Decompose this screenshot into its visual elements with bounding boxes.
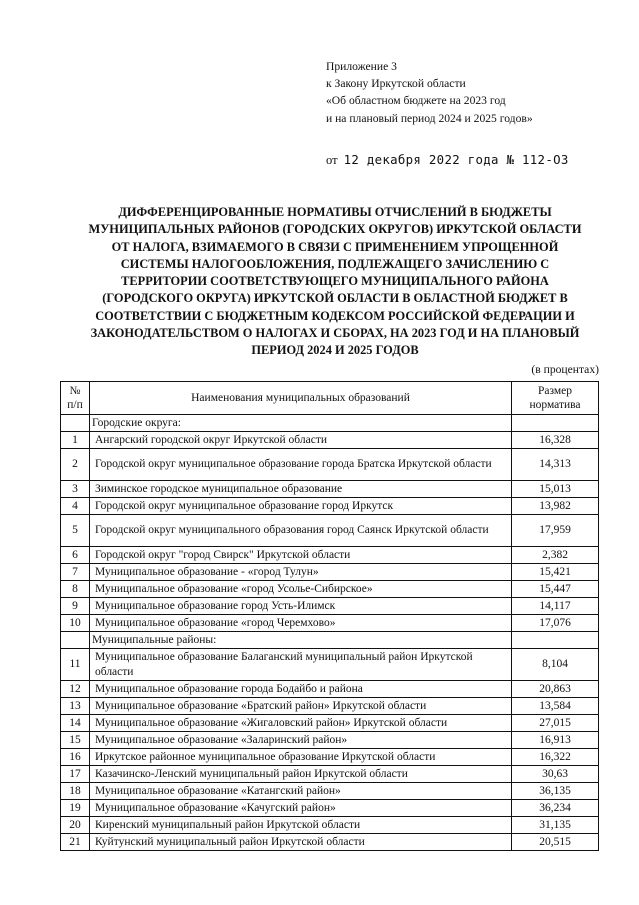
title-line: ДИФФЕРЕНЦИРОВАННЫЕ НОРМАТИВЫ ОТЧИСЛЕНИЙ В БЮДЖЕТЫ — [118, 205, 552, 219]
table-row — [61, 598, 599, 615]
document-title — [70, 204, 600, 360]
row-number: 17 — [61, 766, 90, 783]
order-date-number: 12 декабря 2022 года № 112-ОЗ — [343, 152, 569, 167]
municipality-name: Ангарский городской округ Иркутской области — [90, 432, 512, 449]
norm-value: 8,104 — [512, 649, 599, 681]
table-row — [61, 800, 599, 817]
row-number: 12 — [61, 681, 90, 698]
municipality-name: Иркутское районное муниципальное образование Иркутской области — [90, 749, 512, 766]
table-row — [61, 564, 599, 581]
norm-value: 36,234 — [512, 800, 599, 817]
appendix-header — [326, 58, 533, 127]
row-number: 18 — [61, 783, 90, 800]
header-number — [61, 382, 90, 415]
municipality-name: Киренский муниципальный район Иркутской области — [90, 817, 512, 834]
units-note: (в процентах) — [531, 363, 599, 376]
appendix-line: «Об областном бюджете на 2023 год — [326, 94, 506, 108]
title-line: СООТВЕТСТВИИ С БЮДЖЕТНЫМ КОДЕКСОМ РОССИЙСКОЙ ФЕДЕРАЦИИ И — [95, 308, 575, 323]
table-row — [61, 581, 599, 598]
table-row — [61, 481, 599, 498]
norm-value: 31,135 — [512, 817, 599, 834]
norm-value: 20,863 — [512, 681, 599, 698]
norm-value: 20,515 — [512, 834, 599, 851]
row-number: 7 — [61, 564, 90, 581]
appendix-line: Приложение 3 — [326, 60, 397, 73]
row-number: 16 — [61, 749, 90, 766]
municipality-name: Зиминское городское муниципальное образование — [90, 481, 512, 498]
table-header-row — [61, 382, 599, 415]
header-number-line1: № — [69, 385, 81, 397]
law-date-number — [326, 152, 569, 168]
row-number: 2 — [61, 449, 90, 481]
norm-value: 2,382 — [512, 547, 599, 564]
row-number: 21 — [61, 834, 90, 851]
municipality-name: Муниципальное образование «Братский район» Иркутской области — [90, 698, 512, 715]
row-number: 9 — [61, 598, 90, 615]
norm-value: 15,447 — [512, 581, 599, 598]
norm-value: 16,322 — [512, 749, 599, 766]
norm-value: 30,63 — [512, 766, 599, 783]
municipality-name: Муниципальное образование «Заларинский район» — [90, 732, 512, 749]
section-label: Муниципальные районы: — [90, 632, 512, 649]
table-row — [61, 515, 599, 547]
norm-value: 16,913 — [512, 732, 599, 749]
municipality-name: Муниципальное образование Балаганский муниципальный район Иркутской области — [90, 649, 512, 681]
table-row — [61, 834, 599, 851]
appendix-line: и на плановый период 2024 и 2025 годов» — [326, 111, 533, 125]
row-number: 8 — [61, 581, 90, 598]
table-row — [61, 449, 599, 481]
table-row — [61, 649, 599, 681]
section-label: Городские округа: — [90, 415, 512, 432]
norm-value: 15,013 — [512, 481, 599, 498]
municipality-name: Городской округ муниципальное образование города Братска Иркутской области — [90, 449, 512, 481]
table-row — [61, 432, 599, 449]
table-row — [61, 715, 599, 732]
norm-value: 15,421 — [512, 564, 599, 581]
header-name: Наименования муниципальных образований — [90, 382, 512, 415]
norm-value: 27,015 — [512, 715, 599, 732]
municipality-name: Городской округ муниципальное образование город Иркутск — [90, 498, 512, 515]
row-number: 20 — [61, 817, 90, 834]
title-line: (ГОРОДСКОГО ОКРУГА) ИРКУТСКОЙ ОБЛАСТИ В ОБЛАСТНОЙ БЮДЖЕТ В — [102, 291, 568, 306]
title-line: ТЕРРИТОРИИ СООТВЕТСТВУЮЩЕГО МУНИЦИПАЛЬНОГО РАЙОНА — [121, 274, 549, 289]
row-number: 5 — [61, 515, 90, 547]
row-number: 6 — [61, 547, 90, 564]
municipality-name: Городской округ "город Свирск" Иркутской области — [90, 547, 512, 564]
table-row — [61, 498, 599, 515]
norm-value: 14,117 — [512, 598, 599, 615]
table-row — [61, 783, 599, 800]
municipality-name: Муниципальное образование «Катангский район» — [90, 783, 512, 800]
norm-value: 14,313 — [512, 449, 599, 481]
table-row — [61, 681, 599, 698]
title-line: СИСТЕМЫ НАЛОГООБЛОЖЕНИЯ, ПОДЛЕЖАЩЕГО ЗАЧИСЛЕНИЮ С — [120, 256, 550, 271]
title-line: ЗАКОНОДАТЕЛЬСТВОМ О НАЛОГАХ И СБОРАХ, НА 2023 ГОД И НА ПЛАНОВЫЙ — [90, 326, 580, 341]
title-line: ОТ НАЛОГА, ВЗИМАЕМОГО В СВЯЗИ С ПРИМЕНЕНИЕМ УПРОЩЕННОЙ — [111, 239, 559, 254]
row-number: 3 — [61, 481, 90, 498]
appendix-line: к Закону Иркутской области — [326, 77, 466, 91]
table-row — [61, 547, 599, 564]
municipality-name: Муниципальное образование «Качугский район» — [90, 800, 512, 817]
header-value-line1: Размер — [537, 385, 572, 397]
order-prefix: от — [326, 153, 338, 167]
row-number: 1 — [61, 432, 90, 449]
table-row — [61, 732, 599, 749]
municipality-name: Куйтунский муниципальный район Иркутской области — [90, 834, 512, 851]
norms-table — [60, 381, 599, 851]
section-row — [61, 415, 599, 432]
municipality-name: Казачинско-Ленский муниципальный район Иркутской области — [90, 766, 512, 783]
section-row — [61, 632, 599, 649]
norm-value: 13,584 — [512, 698, 599, 715]
norm-value: 16,328 — [512, 432, 599, 449]
row-number: 19 — [61, 800, 90, 817]
table-row — [61, 698, 599, 715]
municipal-districts-group — [61, 632, 599, 851]
city-districts-group — [61, 415, 599, 632]
header-value-line2: норматива — [529, 399, 581, 411]
table-row — [61, 749, 599, 766]
table-row — [61, 817, 599, 834]
title-line: МУНИЦИПАЛЬНЫХ РАЙОНОВ (ГОРОДСКИХ ОКРУГОВ) ИРКУТСКОЙ ОБЛАСТИ — [88, 222, 582, 237]
title-line: ПЕРИОД 2024 И 2025 ГОДОВ — [251, 343, 419, 358]
row-number: 10 — [61, 615, 90, 632]
municipality-name: Муниципальное образование «Жигаловский район» Иркутской области — [90, 715, 512, 732]
municipality-name: Муниципальное образование «город Черемхово» — [90, 615, 512, 632]
municipality-name: Муниципальное образование - «город Тулун» — [90, 564, 512, 581]
row-number: 13 — [61, 698, 90, 715]
header-number-line2: п/п — [67, 399, 83, 411]
row-number: 15 — [61, 732, 90, 749]
norm-value: 17,959 — [512, 515, 599, 547]
municipality-name: Муниципальное образование «город Усолье-Сибирское» — [90, 581, 512, 598]
municipality-name: Муниципальное образование города Бодайбо и района — [90, 681, 512, 698]
municipality-name: Городской округ муниципального образования город Саянск Иркутской области — [90, 515, 512, 547]
row-number: 11 — [61, 649, 90, 681]
norm-value: 13,982 — [512, 498, 599, 515]
norm-value: 36,135 — [512, 783, 599, 800]
municipality-name: Муниципальное образование город Усть-Илимск — [90, 598, 512, 615]
table-row — [61, 615, 599, 632]
norm-value: 17,076 — [512, 615, 599, 632]
table-row — [61, 766, 599, 783]
header-value — [512, 382, 599, 415]
row-number: 14 — [61, 715, 90, 732]
row-number: 4 — [61, 498, 90, 515]
